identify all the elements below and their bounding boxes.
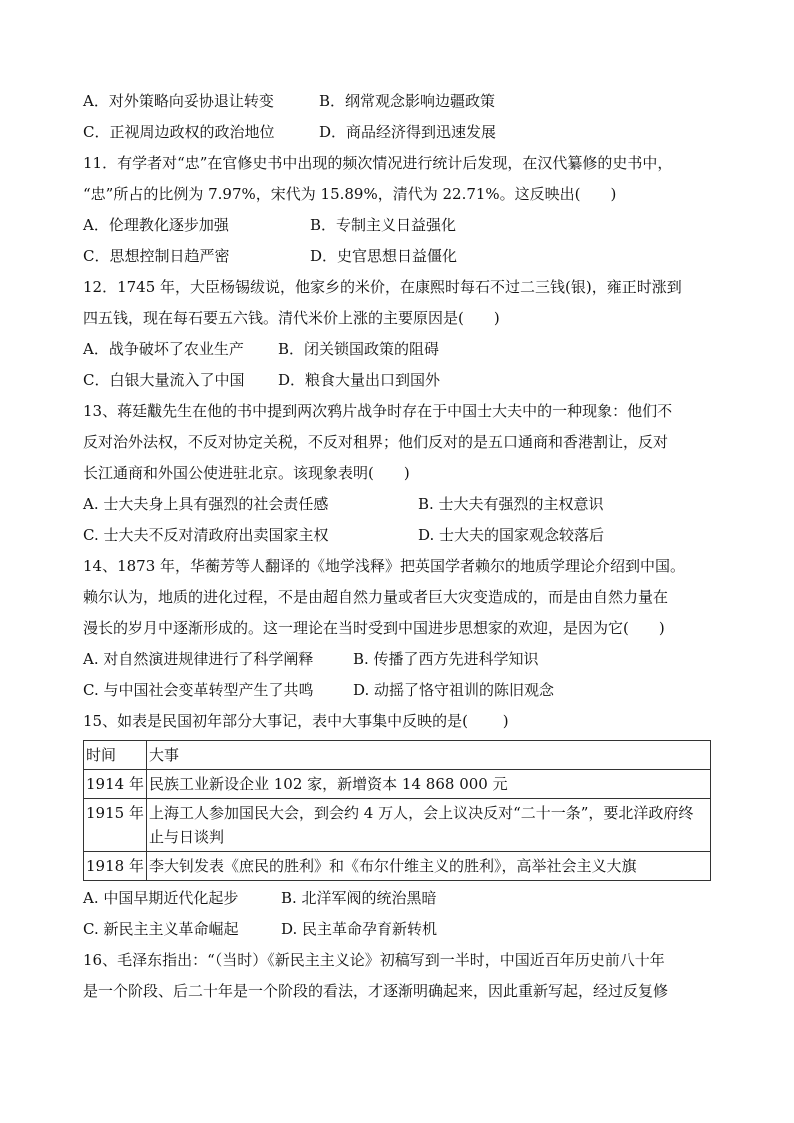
q12-options-row-2 (83, 365, 713, 396)
q12-options-row-1 (83, 334, 713, 365)
q12-stem-line-2: 四五钱，现在每石要五六钱。清代米价上涨的主要原因是( ) (83, 309, 500, 327)
q10-option-d: D．商品经济得到迅速发展 (319, 123, 497, 141)
table-header-event: 大事 (147, 741, 711, 770)
q14-option-b: B. 传播了西方先进科学知识 (353, 650, 539, 668)
q12-option-a: A．战争破坏了农业生产 (83, 340, 244, 358)
q11-option-d: D．史官思想日益僵化 (310, 247, 458, 265)
q15-option-a: A. 中国早期近代化起步 (83, 889, 239, 907)
q11-stem-line-1: 11．有学者对“忠”在官修史书中出现的频次情况进行统计后发现，在汉代纂修的史书中， (83, 154, 673, 172)
q14-stem-line-2: 赖尔认为，地质的进化过程，不是由超自然力量或者巨大灾变造成的，而是由自然力量在 (83, 588, 669, 606)
q16-stem-line-1: 16、毛泽东指出：“（当时）《新民主主义论》初稿写到一半时，中国近百年历史前八十年 (83, 951, 665, 969)
q14-options-row-1 (83, 644, 713, 675)
table-cell-event: 民族工业新设企业 102 家，新增资本 14 868 000 元 (147, 770, 711, 799)
q14-option-a: A. 对自然演进规律进行了科学阐释 (83, 650, 314, 668)
q15-stem: 15、如表是民国初年部分大事记，表中大事集中反映的是( ) (83, 712, 509, 730)
q10-option-c: C．正视周边政权的政治地位 (83, 123, 275, 141)
q11-options-row-1 (83, 210, 713, 241)
table-cell-year: 1918 年 (84, 852, 147, 881)
table-cell-year: 1914 年 (84, 770, 147, 799)
q13-options-row-2 (83, 520, 713, 551)
q13-options-row-1 (83, 489, 713, 520)
q15-option-b: B. 北洋军阀的统治黑暗 (281, 889, 437, 907)
q10-options-row-2 (83, 117, 713, 148)
q10-options-row-1 (83, 86, 713, 117)
q13-stem-line-1: 13、蒋廷黻先生在他的书中提到两次鸦片战争时存在于中国士大夫中的一种现象：他们不 (83, 402, 673, 420)
q12-option-d: D．粮食大量出口到国外 (278, 371, 441, 389)
q10-option-b: B．纲常观念影响边疆政策 (319, 92, 496, 110)
q12-stem-line-1: 12．1745 年，大臣杨锡绂说，他家乡的米价，在康熙时每石不过二三钱(银)，雍正时涨到 (83, 278, 682, 296)
table-cell-event: 上海工人参加国民大会，到会约 4 万人，会上议决反对“二十一条”，要北洋政府终止与日谈判 (147, 799, 711, 852)
q14-option-c: C. 与中国社会变革转型产生了共鸣 (83, 681, 314, 699)
q14-options-row-2 (83, 675, 713, 706)
q15-options-row-2 (83, 914, 713, 945)
q13-option-c: C. 士大夫不反对清政府出卖国家主权 (83, 526, 329, 544)
q13-option-b: B. 士大夫有强烈的主权意识 (418, 495, 604, 513)
q12-option-c: C．白银大量流入了中国 (83, 371, 245, 389)
table-row (84, 852, 711, 881)
q15-option-d: D. 民主革命孕育新转机 (281, 920, 438, 938)
q13-option-a: A. 士大夫身上具有强烈的社会责任感 (83, 495, 329, 513)
q13-stem-line-3: 长江通商和外国公使进驻北京。该现象表明( ) (83, 464, 410, 482)
q14-stem-line-3: 漫长的岁月中逐渐形成的。这一理论在当时受到中国进步思想家的欢迎，是因为它( ) (83, 619, 665, 637)
q11-stem-line-2: “忠”所占的比例为 7.97%，宋代为 15.89%，清代为 22.71%。这反映出( ) (83, 185, 617, 203)
q13-option-d: D. 士大夫的国家观念较落后 (418, 526, 605, 544)
events-table (83, 740, 711, 881)
table-row (84, 799, 711, 852)
table-cell-event: 李大钊发表《庶民的胜利》和《布尔什维主义的胜利》，高举社会主义大旗 (147, 852, 711, 881)
q14-option-d: D. 动摇了恪守祖训的陈旧观念 (353, 681, 555, 699)
q11-options-row-2 (83, 241, 713, 272)
q10-option-a: A．对外策略向妥协退让转变 (83, 92, 274, 110)
exam-page (83, 86, 713, 1007)
table-header-row (84, 741, 711, 770)
q11-option-c: C．思想控制日趋严密 (83, 247, 230, 265)
q11-option-b: B．专制主义日益强化 (310, 216, 457, 234)
q16-stem-line-2: 是一个阶段、后二十年是一个阶段的看法，才逐渐明确起来，因此重新写起，经过反复修 (83, 982, 669, 1000)
table-row (84, 770, 711, 799)
q12-option-b: B．闭关锁国政策的阻碍 (278, 340, 440, 358)
table-header-time: 时间 (84, 741, 147, 770)
q14-stem-line-1: 14、1873 年，华蘅芳等人翻译的《地学浅释》把英国学者赖尔的地质学理论介绍到中国。 (83, 557, 686, 575)
table-cell-year: 1915 年 (84, 799, 147, 852)
q15-options-row-1 (83, 883, 713, 914)
q15-option-c: C. 新民主主义革命崛起 (83, 920, 239, 938)
q13-stem-line-2: 反对治外法权，不反对协定关税，不反对租界；他们反对的是五口通商和香港割让，反对 (83, 433, 669, 451)
q11-option-a: A．伦理教化逐步加强 (83, 216, 229, 234)
